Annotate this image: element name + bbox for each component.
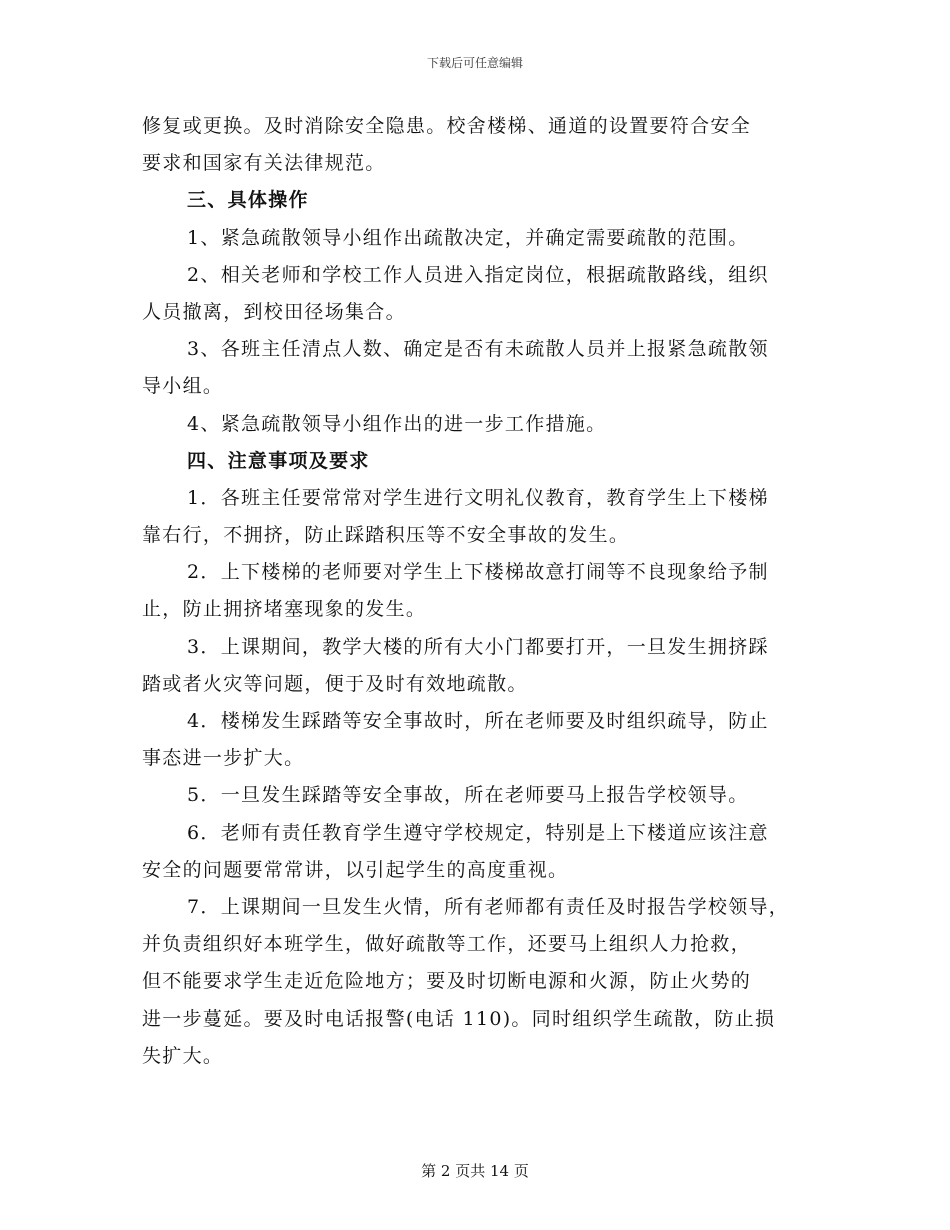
requirement-3: 3．上课期间，教学大楼的所有大小门都要打开，一旦发生拥挤踩 — [187, 635, 769, 658]
paragraph-line: 但不能要求学生走近危险地方；要及时切断电源和火源，防止火势的 — [142, 970, 752, 993]
requirement-6: 6．老师有责任教育学生遵守学校规定，特别是上下楼道应该注意 — [187, 821, 769, 844]
paragraph-line: 靠右行，不拥挤，防止踩踏积压等不安全事故的发生。 — [142, 524, 630, 547]
step-1: 1、紧急疏散领导小组作出疏散决定，并确定需要疏散的范围。 — [187, 226, 749, 249]
step-2: 2、相关老师和学校工作人员进入指定岗位，根据疏散路线，组织 — [187, 263, 769, 286]
page-footer: 第 2 页共 14 页 — [421, 1162, 529, 1180]
section-heading-3: 三、具体操作 — [187, 189, 309, 212]
paragraph-line: 导小组。 — [142, 375, 224, 398]
paragraph-line: 事态进一步扩大。 — [142, 747, 305, 770]
paragraph-line: 踏或者火灾等问题，便于及时有效地疏散。 — [142, 672, 528, 695]
paragraph-line: 止，防止拥挤堵塞现象的发生。 — [142, 598, 427, 621]
paragraph-line: 修复或更换。及时消除安全隐患。校舍楼梯、通道的设置要符合安全 — [142, 115, 752, 137]
step-4: 4、紧急疏散领导小组作出的进一步工作措施。 — [187, 412, 607, 435]
step-3: 3、各班主任清点人数、确定是否有未疏散人员并上报紧急疏散领 — [187, 338, 769, 361]
section-heading-4: 四、注意事项及要求 — [187, 449, 370, 472]
paragraph-line: 失扩大。 — [142, 1044, 224, 1067]
paragraph-line: 安全的问题要常常讲，以引起学生的高度重视。 — [142, 858, 569, 881]
paragraph-line: 并负责组织好本班学生，做好疏散等工作，还要马上组织人力抢救， — [142, 933, 752, 956]
paragraph-line: 要求和国家有关法律规范。 — [142, 152, 386, 175]
requirement-7: 7．上课期间一旦发生火情，所有老师都有责任及时报告学校领导， — [187, 895, 790, 918]
requirement-2: 2．上下楼梯的老师要对学生上下楼梯故意打闹等不良现象给予制 — [187, 561, 769, 584]
paragraph-line: 进一步蔓延。要及时电话报警(电话 110)。同时组织学生疏散，防止损 — [142, 1007, 776, 1030]
requirement-4: 4．楼梯发生踩踏等安全事故时，所在老师要及时组织疏导，防止 — [187, 710, 769, 732]
paragraph-line: 人员撤离，到校田径场集合。 — [142, 300, 406, 323]
page-header: 下载后可任意编辑 — [426, 56, 523, 70]
requirement-5: 5．一旦发生踩踏等安全事故，所在老师要马上报告学校领导。 — [187, 784, 749, 807]
requirement-1: 1．各班主任要常常对学生进行文明礼仪教育，教育学生上下楼梯 — [187, 486, 769, 509]
document-body — [142, 108, 842, 1075]
